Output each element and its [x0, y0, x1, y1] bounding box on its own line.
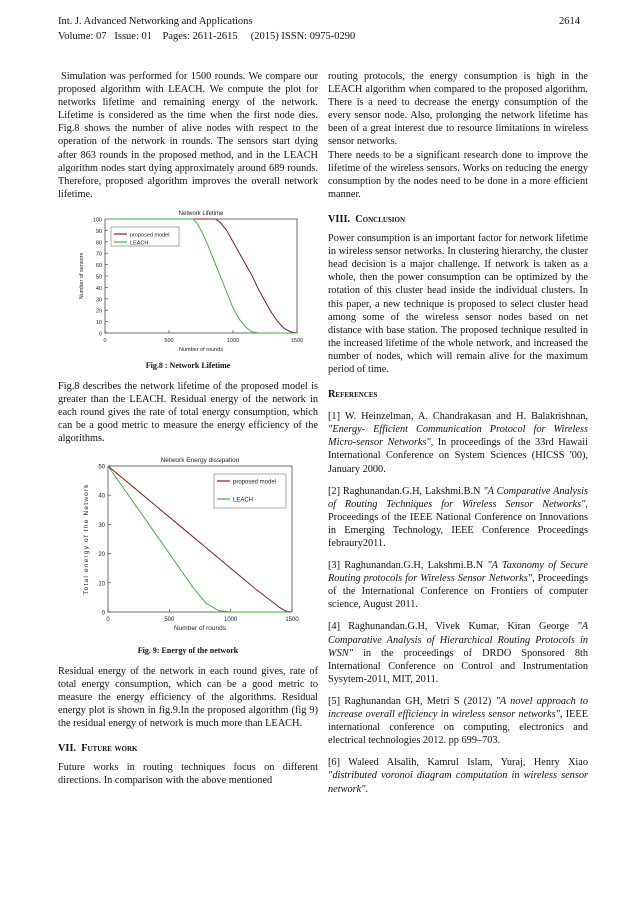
legend-label: proposed model — [232, 479, 276, 485]
y-tick-label: 20 — [95, 308, 102, 315]
reference-list — [328, 410, 588, 795]
page-number: 2614 — [559, 16, 580, 27]
reference-item: [4] Raghunandan.G.H, Vivek Kumar, Kiran George "A Comparative Analysis of Hierarchical Routing Protocols in WSN" in the proceedings of DRDO Sponsored 8th International Conference on Control and Instrumentation Sysytem-2011, MIT, 2011. — [328, 621, 588, 685]
legend-label: LEACH — [232, 497, 253, 503]
left-column — [58, 70, 318, 787]
paragraph: Power consumption is an important factor for network lifetime in wireless sensor networks. In clustering hierarchy, the cluster head decision is a major challenge. If network is taken as a whole, then the power consumption can be optimized by the rotation of this cluster head inside the individual clusters. In this paper, a new technique is proposed to select cluster head among some of the wireless sensor nodes based on net distance with base station. The proposed technique resulted in the increased lifetime of the whole network, and increased the number of nodes, which will remain alive for the maximum period of time. — [328, 233, 588, 375]
section-heading: VIII. Conclusion — [328, 213, 406, 225]
chart-title: Network Lifetime — [178, 210, 224, 217]
y-tick-label: 30 — [97, 522, 105, 529]
y-tick-label: 90 — [95, 228, 102, 235]
reference-item: [3] Raghunandan.G.H, Lakshmi.B.N "A Taxonomy of Secure Routing protocols for Wireless Sensor Networks", Proceedings of the International Conference on Frontiers of computer science, August 2011. — [328, 560, 588, 611]
y-tick-label: 80 — [95, 240, 102, 247]
page-header — [58, 14, 580, 44]
y-axis-label: Total energy of the Network — [82, 482, 90, 595]
x-tick-label: 500 — [164, 337, 174, 344]
y-tick-label: 10 — [95, 320, 102, 327]
y-tick-label: 20 — [97, 551, 105, 558]
paragraph: Residual energy of the network in each round gives, rate of total energy consumption, which can be a good metric to measure the energy efficiency of the algorithms. Residual energy plot is shown in fig.9.In the proposed algorithm (fig 9) the residual energy of network is much more than LEACH. — [58, 665, 318, 729]
section-heading: References — [328, 389, 378, 401]
paragraph: Fig.8 describes the network lifetime of the proposed model is greater than the LEACH. Residual energy of the network in each round gives the rate of total energy consumption, which can be a good metric to measure the energy efficiency of the algorithms. — [58, 381, 318, 445]
x-tick-label: 500 — [163, 616, 174, 623]
right-column — [328, 70, 588, 796]
x-tick-label: 1000 — [223, 616, 237, 623]
reference-item: [5] Raghunandan GH, Metri S (2012) "A novel approach to increase overall efficiency in wireless sensor networks", IEEE international conference on computing, electronics and electrical technologies 2012. pp 699–703. — [328, 695, 589, 747]
reference-item: [1] W. Heinzelman, A. Chandrakasan and H. Balakrishnan, "Energy- Efficient Communication Protocol for Wireless Micro-sensor Networks", In proceedings of the 33rd Hawaii International Conference on System Sciences (HICSS '00), January 2000. — [328, 411, 588, 475]
y-tick-label: 0 — [101, 610, 105, 616]
y-tick-label: 70 — [95, 251, 102, 258]
volume-line: Volume: 07 Issue: 01 Pages: 2611-2615 (2015) ISSN: 0975-0290 — [58, 31, 356, 42]
y-tick-label: 40 — [97, 493, 105, 500]
y-tick-label: 50 — [97, 464, 105, 470]
paragraph: Future works in routing techniques focus on different directions. In comparison with the above mentioned — [58, 762, 318, 787]
paragraph: routing protocols, the energy consumption is high in the LEACH algorithm when compared to the proposed algorithm. There is a need to decrease the energy consumption of the every sensor node. Also, prolonging the network lifetime has been of a great interest due to resource limitations in wireless sensor networks. — [328, 71, 588, 148]
y-tick-label: 10 — [97, 580, 105, 587]
x-tick-label: 1000 — [226, 337, 240, 344]
y-tick-label: 40 — [95, 285, 102, 292]
x-tick-label: 1500 — [290, 337, 304, 344]
y-tick-label: 0 — [98, 331, 102, 338]
y-tick-label: 100 — [92, 217, 102, 224]
chart-title: Network Energy dissipation — [160, 456, 239, 464]
figure-caption: Fig.8 : Network Lifetime — [145, 360, 231, 370]
network-lifetime-chart — [69, 207, 307, 357]
y-tick-label: 50 — [95, 274, 102, 281]
y-axis-label: Number of sensors — [79, 252, 85, 300]
legend-label: proposed model — [130, 232, 170, 239]
reference-item: [6] Waleed Alsalih, Kamrul Islam, Yuraj, Henry Xiao "distributed voronoi diagram computation in wireless sensor network". — [328, 757, 588, 795]
paragraph: Simulation was performed for 1500 rounds. We compare our proposed algorithm with LEACH. We compute the plot for networks lifetime and remaining energy of the network. Lifetime is considered as the time when the first node dies. Fig.8 shows the number of alive nodes with respect to the operation of the network in rounds. The sensors start dying after 863 rounds in the proposed method, and in the LEACH algorithm nodes start dying approximately around 689 rounds. Therefore, proposed algorithm improves the overall network lifetime. — [58, 71, 318, 200]
paragraph: There needs to be a significant research done to improve the lifetime of the wireless sensors. Works on reducing the energy consumption by the nodes need to be done in a more efficient manner. — [328, 149, 588, 200]
section-heading: VII. Future work — [58, 743, 138, 755]
x-axis-label: Number of rounds — [178, 346, 224, 353]
energy-dissipation-chart — [76, 452, 301, 642]
legend-label: LEACH — [130, 240, 149, 247]
x-tick-label: 0 — [103, 337, 107, 344]
x-tick-label: 0 — [105, 616, 110, 623]
x-tick-label: 1500 — [284, 616, 299, 623]
reference-item: [2] Raghunandan.G.H, Lakshmi.B.N "A Comparative Analysis of Routing Techniques for Wireless Sensor Networks", Proceedings of the IEEE National Conference on Innovations in Emerging Technology, IEEE Conference Proceedings febraury2011. — [328, 485, 588, 549]
y-tick-label: 30 — [95, 297, 102, 304]
y-tick-label: 60 — [95, 263, 102, 270]
figure-caption: Fig. 9: Energy of the network — [137, 645, 239, 655]
journal-name: Int. J. Advanced Networking and Applications — [58, 16, 253, 27]
x-axis-label: Number of rounds — [173, 624, 226, 632]
